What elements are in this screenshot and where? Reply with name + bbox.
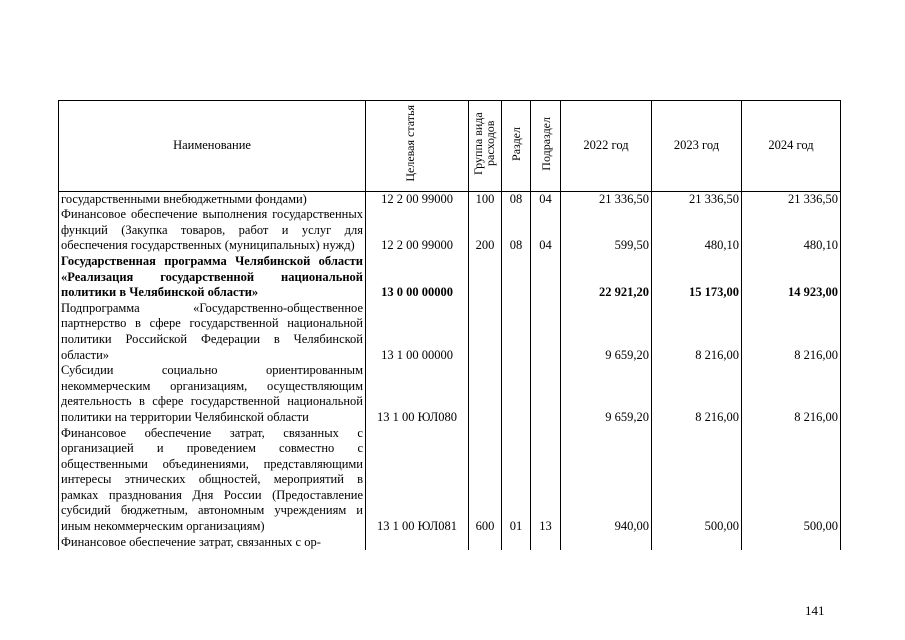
row-name: Государственная программа Челябинской области «Реализация государственной национальной политики в Челябинской области» [59,254,366,301]
row-section: 08 [502,191,531,207]
header-2024: 2024 год [742,101,841,192]
row-name: государственными внебюджетными фондами) [59,191,366,207]
row-name: Субсидии социально ориентированным некоммерческим организациям, осуществляющим деятельность в сфере государственной национальной политики на территории Челябинской области [59,363,366,425]
row-2022: 599,50 [561,207,652,254]
row-target: 13 1 00 00000 [366,301,469,363]
row-subsection: 04 [531,207,561,254]
row-2023: 15 173,00 [652,254,742,301]
table-row [59,301,841,363]
row-subsection [531,301,561,363]
row-subsection: 04 [531,191,561,207]
row-2022: 9 659,20 [561,363,652,425]
row-2024: 8 216,00 [742,301,841,363]
table-row [59,207,841,254]
row-group: 200 [469,207,502,254]
row-2023: 8 216,00 [652,301,742,363]
row-name: Финансовое обеспечение затрат, связанных с ор- [59,535,366,551]
row-group [469,535,502,551]
table-row [59,191,841,207]
row-2023: 500,00 [652,426,742,535]
row-name: Финансовое обеспечение выполнения государственных функций (Закупка товаров, работ и услуг для обеспечения государственных (муниципальных) нужд) [59,207,366,254]
table-row [59,254,841,301]
row-section [502,254,531,301]
row-section: 01 [502,426,531,535]
page-number: 141 [805,603,825,618]
row-2024: 480,10 [742,207,841,254]
row-subsection [531,363,561,425]
row-section [502,301,531,363]
budget-table [58,100,841,550]
row-target: 13 0 00 00000 [366,254,469,301]
header-target: Целевая статья [366,101,469,192]
row-2022: 940,00 [561,426,652,535]
row-2022: 21 336,50 [561,191,652,207]
row-group: 600 [469,426,502,535]
row-2022: 9 659,20 [561,301,652,363]
row-2023: 21 336,50 [652,191,742,207]
row-group [469,254,502,301]
row-target: 12 2 00 99000 [366,207,469,254]
row-name: Подпрограмма «Государственно-общественное партнерство в сфере государственной национальной политики Российской Федерации в Челябинской области» [59,301,366,363]
row-group [469,363,502,425]
row-2024: 500,00 [742,426,841,535]
row-target: 12 2 00 99000 [366,191,469,207]
table-header-row [59,101,841,192]
header-2022: 2022 год [561,101,652,192]
table-row [59,535,841,551]
row-group: 100 [469,191,502,207]
row-subsection [531,535,561,551]
table-row [59,363,841,425]
row-section [502,363,531,425]
header-group: Группа вида расходов [469,101,502,192]
row-2023 [652,535,742,551]
header-name: Наименование [59,101,366,192]
header-section: Раздел [502,101,531,192]
row-target: 13 1 00 ЮЛ081 [366,426,469,535]
row-2022 [561,535,652,551]
row-section: 08 [502,207,531,254]
row-2022: 22 921,20 [561,254,652,301]
row-subsection [531,254,561,301]
row-subsection: 13 [531,426,561,535]
row-group [469,301,502,363]
row-target [366,535,469,551]
table-row [59,426,841,535]
row-2023: 8 216,00 [652,363,742,425]
row-2023: 480,10 [652,207,742,254]
row-target: 13 1 00 ЮЛ080 [366,363,469,425]
header-2023: 2023 год [652,101,742,192]
row-section [502,535,531,551]
row-2024: 21 336,50 [742,191,841,207]
header-subsection: Подраздел [531,101,561,192]
row-2024: 14 923,00 [742,254,841,301]
row-2024: 8 216,00 [742,363,841,425]
row-2024 [742,535,841,551]
row-name: Финансовое обеспечение затрат, связанных с организацией и проведением совместно с общественными объединениями, представляющими интересы этнических общностей, мероприятий в рамках празднования Дня России (Предоставление субсидий бюджетным, автономным учреждениям и иным некоммерческим организациям) [59,426,366,535]
